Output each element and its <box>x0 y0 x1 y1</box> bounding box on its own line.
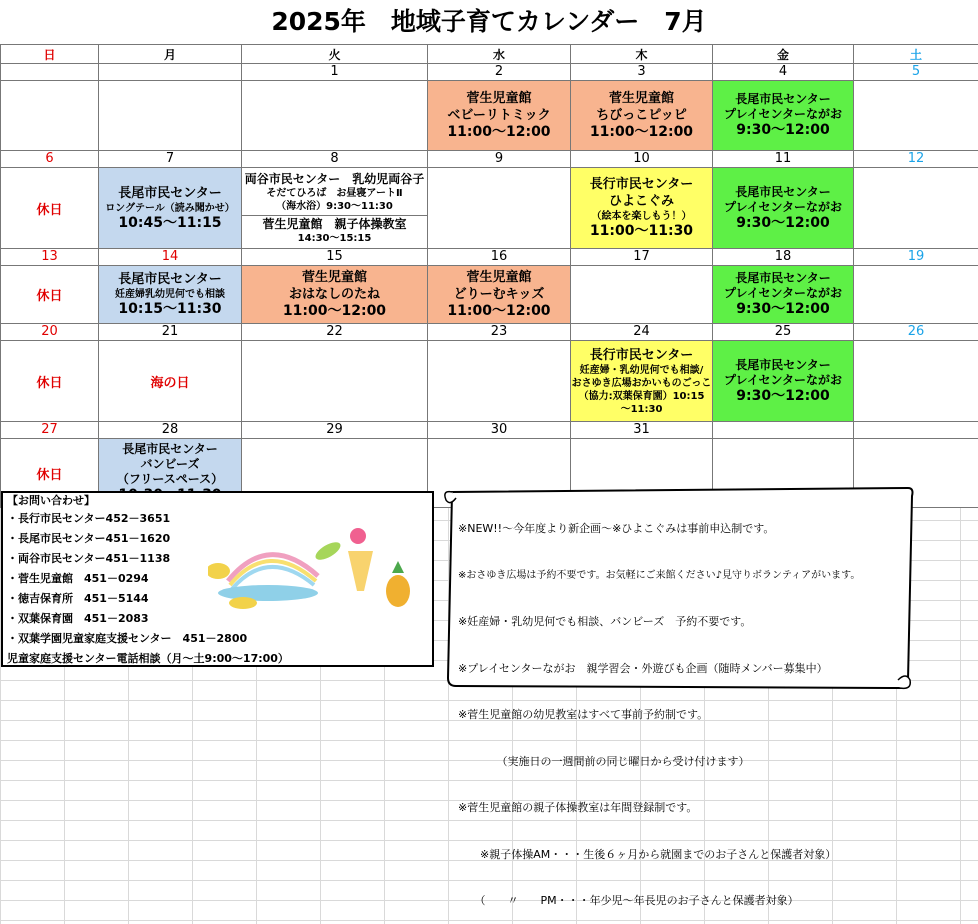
weekday-header-row <box>1 45 978 64</box>
event-line: 菅生児童館 親子体操教室 <box>242 215 427 232</box>
date-number: 12 <box>854 151 978 168</box>
date-number: 26 <box>854 324 978 341</box>
event-line: 妊産婦・乳幼児何でも相談/ <box>571 364 712 377</box>
event-line: プレイセンターながお <box>713 107 853 122</box>
holiday-label: 海の日 <box>99 372 241 391</box>
event-line: 長尾市民センター <box>99 185 241 202</box>
contact-item: ・徳吉保育所 451－5144 <box>3 589 432 609</box>
day-cell <box>99 266 242 324</box>
date-number <box>99 64 242 81</box>
event-line: ベビーリトミック <box>428 107 570 124</box>
day-cell <box>1 81 99 151</box>
weekday-tue: 火 <box>242 45 428 64</box>
event-line: ひよこぐみ <box>571 193 712 210</box>
date-number: 9 <box>428 151 571 168</box>
day-cell <box>854 81 978 151</box>
contact-box <box>1 491 434 667</box>
event-line: 11:00～12:00 <box>428 124 570 141</box>
event-line: 14:30～15:15 <box>242 232 427 245</box>
date-number: 8 <box>242 151 428 168</box>
day-cell <box>242 341 428 422</box>
note-line: ※おさゆき広場は予約不要です。お気軽にご来館ください♪見守りボランティアがいます。 <box>458 568 903 584</box>
date-number: 30 <box>428 422 571 439</box>
holiday-label: 休日 <box>1 199 98 218</box>
contact-heading: 【お問い合わせ】 <box>3 493 432 509</box>
day-cell <box>854 266 978 324</box>
event-line: ～11:30 <box>571 403 712 416</box>
events-row <box>1 341 978 422</box>
note-line: ※プレイセンターながお 親学習会・外遊びも企画（随時メンバー募集中） <box>458 661 903 677</box>
contact-item: ・両谷市民センター451－1138 <box>3 549 432 569</box>
event-line: ちびっこピッピ <box>571 107 712 124</box>
day-cell <box>99 341 242 422</box>
event-line: ロングテール（読み聞かせ） <box>99 202 241 215</box>
page-title: 2025年 地域子育てカレンダー 7月 <box>0 0 978 44</box>
date-number: 15 <box>242 249 428 266</box>
date-number: 14 <box>99 249 242 266</box>
date-number: 16 <box>428 249 571 266</box>
day-cell <box>1 341 99 422</box>
note-line: ※妊産婦・乳幼児何でも相談、バンビーズ 予約不要です。 <box>458 614 903 630</box>
date-number: 23 <box>428 324 571 341</box>
date-number: 17 <box>571 249 713 266</box>
event-line: 10:15～11:30 <box>99 301 241 318</box>
date-number: 24 <box>571 324 713 341</box>
event-line: 長尾市民センター <box>713 271 853 286</box>
tropical-illustration <box>208 521 418 611</box>
contact-item: 児童家庭支援センター電話相談（月～土9:00～17:00） <box>3 649 432 669</box>
event-line: バンビーズ <box>99 457 241 472</box>
event-line: 長行市民センター <box>571 347 712 364</box>
note-line: ※親子体操AM・・・生後６ヶ月から就園までのお子さんと保護者対象） <box>458 847 903 863</box>
holiday-label: 休日 <box>1 285 98 304</box>
day-cell <box>713 168 854 249</box>
day-cell <box>713 266 854 324</box>
note-line: ※菅生児童館の親子体操教室は年間登録制です。 <box>458 800 903 816</box>
weekday-thu: 木 <box>571 45 713 64</box>
contact-item: ・双葉保育園 451－2083 <box>3 609 432 629</box>
event-line: プレイセンターながお <box>713 200 853 215</box>
date-number: 25 <box>713 324 854 341</box>
date-number: 13 <box>1 249 99 266</box>
event-line: （海水浴）9:30～11:30 <box>242 200 427 213</box>
day-cell <box>242 266 428 324</box>
event-line: プレイセンターながお <box>713 286 853 301</box>
weekday-sat: 土 <box>854 45 978 64</box>
event-line: 菅生児童館 <box>571 90 712 107</box>
date-number: 4 <box>713 64 854 81</box>
date-number <box>713 422 854 439</box>
date-number: 6 <box>1 151 99 168</box>
note-line: （ 〃 PM・・・年少児～年長児のお子さんと保護者対象） <box>458 893 903 909</box>
holiday-label: 休日 <box>1 372 98 391</box>
day-cell <box>428 81 571 151</box>
events-row <box>1 266 978 324</box>
event-line: 9:30～12:00 <box>713 122 853 139</box>
date-number: 18 <box>713 249 854 266</box>
event-line: （協力:双葉保育園）10:15 <box>571 390 712 403</box>
day-cell <box>428 168 571 249</box>
day-cell <box>1 266 99 324</box>
day-cell <box>854 341 978 422</box>
event-line: 長尾市民センター <box>99 271 241 288</box>
weekday-wed: 水 <box>428 45 571 64</box>
event-line: 9:30～12:00 <box>713 215 853 232</box>
weekday-fri: 金 <box>713 45 854 64</box>
event-line: 10:45～11:15 <box>99 215 241 232</box>
holiday-label: 休日 <box>1 464 98 483</box>
contact-item: ・双葉学園児童家庭支援センター 451－2800 <box>3 629 432 649</box>
date-number: 5 <box>854 64 978 81</box>
date-number: 11 <box>713 151 854 168</box>
notes-list <box>458 490 903 924</box>
date-row <box>1 422 978 439</box>
day-cell <box>571 168 713 249</box>
calendar-table <box>0 44 978 508</box>
event-line: 妊産婦乳幼児何でも相談 <box>99 288 241 301</box>
date-row <box>1 151 978 168</box>
contact-item: ・長行市民センター452－3651 <box>3 509 432 529</box>
event-line: プレイセンターながお <box>713 373 853 388</box>
date-number: 20 <box>1 324 99 341</box>
event-line: 9:30～12:00 <box>713 388 853 405</box>
event-line: （フリースペース） <box>99 472 241 487</box>
day-cell <box>1 168 99 249</box>
contact-item: ・長尾市民センター451－1620 <box>3 529 432 549</box>
day-cell <box>428 266 571 324</box>
day-cell <box>571 341 713 422</box>
event-line: 菅生児童館 <box>428 269 570 286</box>
date-number: 28 <box>99 422 242 439</box>
day-cell <box>99 81 242 151</box>
event-line: 長尾市民センター <box>99 442 241 457</box>
date-number: 10 <box>571 151 713 168</box>
day-cell <box>713 81 854 151</box>
day-cell <box>242 81 428 151</box>
day-cell <box>854 168 978 249</box>
note-line: （実施日の一週間前の同じ曜日から受け付けます） <box>458 754 903 770</box>
date-row <box>1 249 978 266</box>
note-line: ※菅生児童館の幼児教室はすべて事前予約制です。 <box>458 707 903 723</box>
date-number: 21 <box>99 324 242 341</box>
date-number: 19 <box>854 249 978 266</box>
day-cell <box>571 81 713 151</box>
event-line: 長尾市民センター <box>713 358 853 373</box>
date-number: 3 <box>571 64 713 81</box>
event-line: 11:00～12:00 <box>428 303 570 320</box>
event-line: どりーむキッズ <box>428 286 570 303</box>
date-number: 29 <box>242 422 428 439</box>
day-cell <box>99 168 242 249</box>
date-row <box>1 324 978 341</box>
event-line: そだてひろば お昼寝アートⅡ <box>242 187 427 200</box>
event-line: 菅生児童館 <box>242 269 427 286</box>
date-number: 22 <box>242 324 428 341</box>
event-line: 長尾市民センター <box>713 185 853 200</box>
event-line: 11:00～11:30 <box>571 223 712 240</box>
event-line: 11:00～12:00 <box>571 124 712 141</box>
event-line: 長行市民センター <box>571 176 712 193</box>
day-cell <box>571 266 713 324</box>
date-number: 31 <box>571 422 713 439</box>
date-number <box>1 64 99 81</box>
event-line: おはなしのたね <box>242 286 427 303</box>
weekday-sun: 日 <box>1 45 99 64</box>
events-row <box>1 168 978 249</box>
event-line: 両谷市民センター 乳幼児両谷子 <box>242 172 427 187</box>
weekday-mon: 月 <box>99 45 242 64</box>
event-line: （絵本を楽しもう！） <box>571 210 712 223</box>
date-number: 1 <box>242 64 428 81</box>
date-number: 7 <box>99 151 242 168</box>
events-row <box>1 81 978 151</box>
day-cell <box>428 341 571 422</box>
event-line: 9:30～12:00 <box>713 301 853 318</box>
day-cell <box>242 168 428 249</box>
event-line: 長尾市民センター <box>713 92 853 107</box>
date-number: 2 <box>428 64 571 81</box>
date-row <box>1 64 978 81</box>
date-number: 27 <box>1 422 99 439</box>
note-line: ※NEW!!～今年度より新企画～※ひよこぐみは事前申込制です。 <box>458 521 903 537</box>
day-cell <box>713 341 854 422</box>
date-number <box>854 422 978 439</box>
event-line: 11:00～12:00 <box>242 303 427 320</box>
event-line: おさゆき広場おかいものごっこ <box>571 377 712 390</box>
contact-item: ・菅生児童館 451－0294 <box>3 569 432 589</box>
event-line: 菅生児童館 <box>428 90 570 107</box>
